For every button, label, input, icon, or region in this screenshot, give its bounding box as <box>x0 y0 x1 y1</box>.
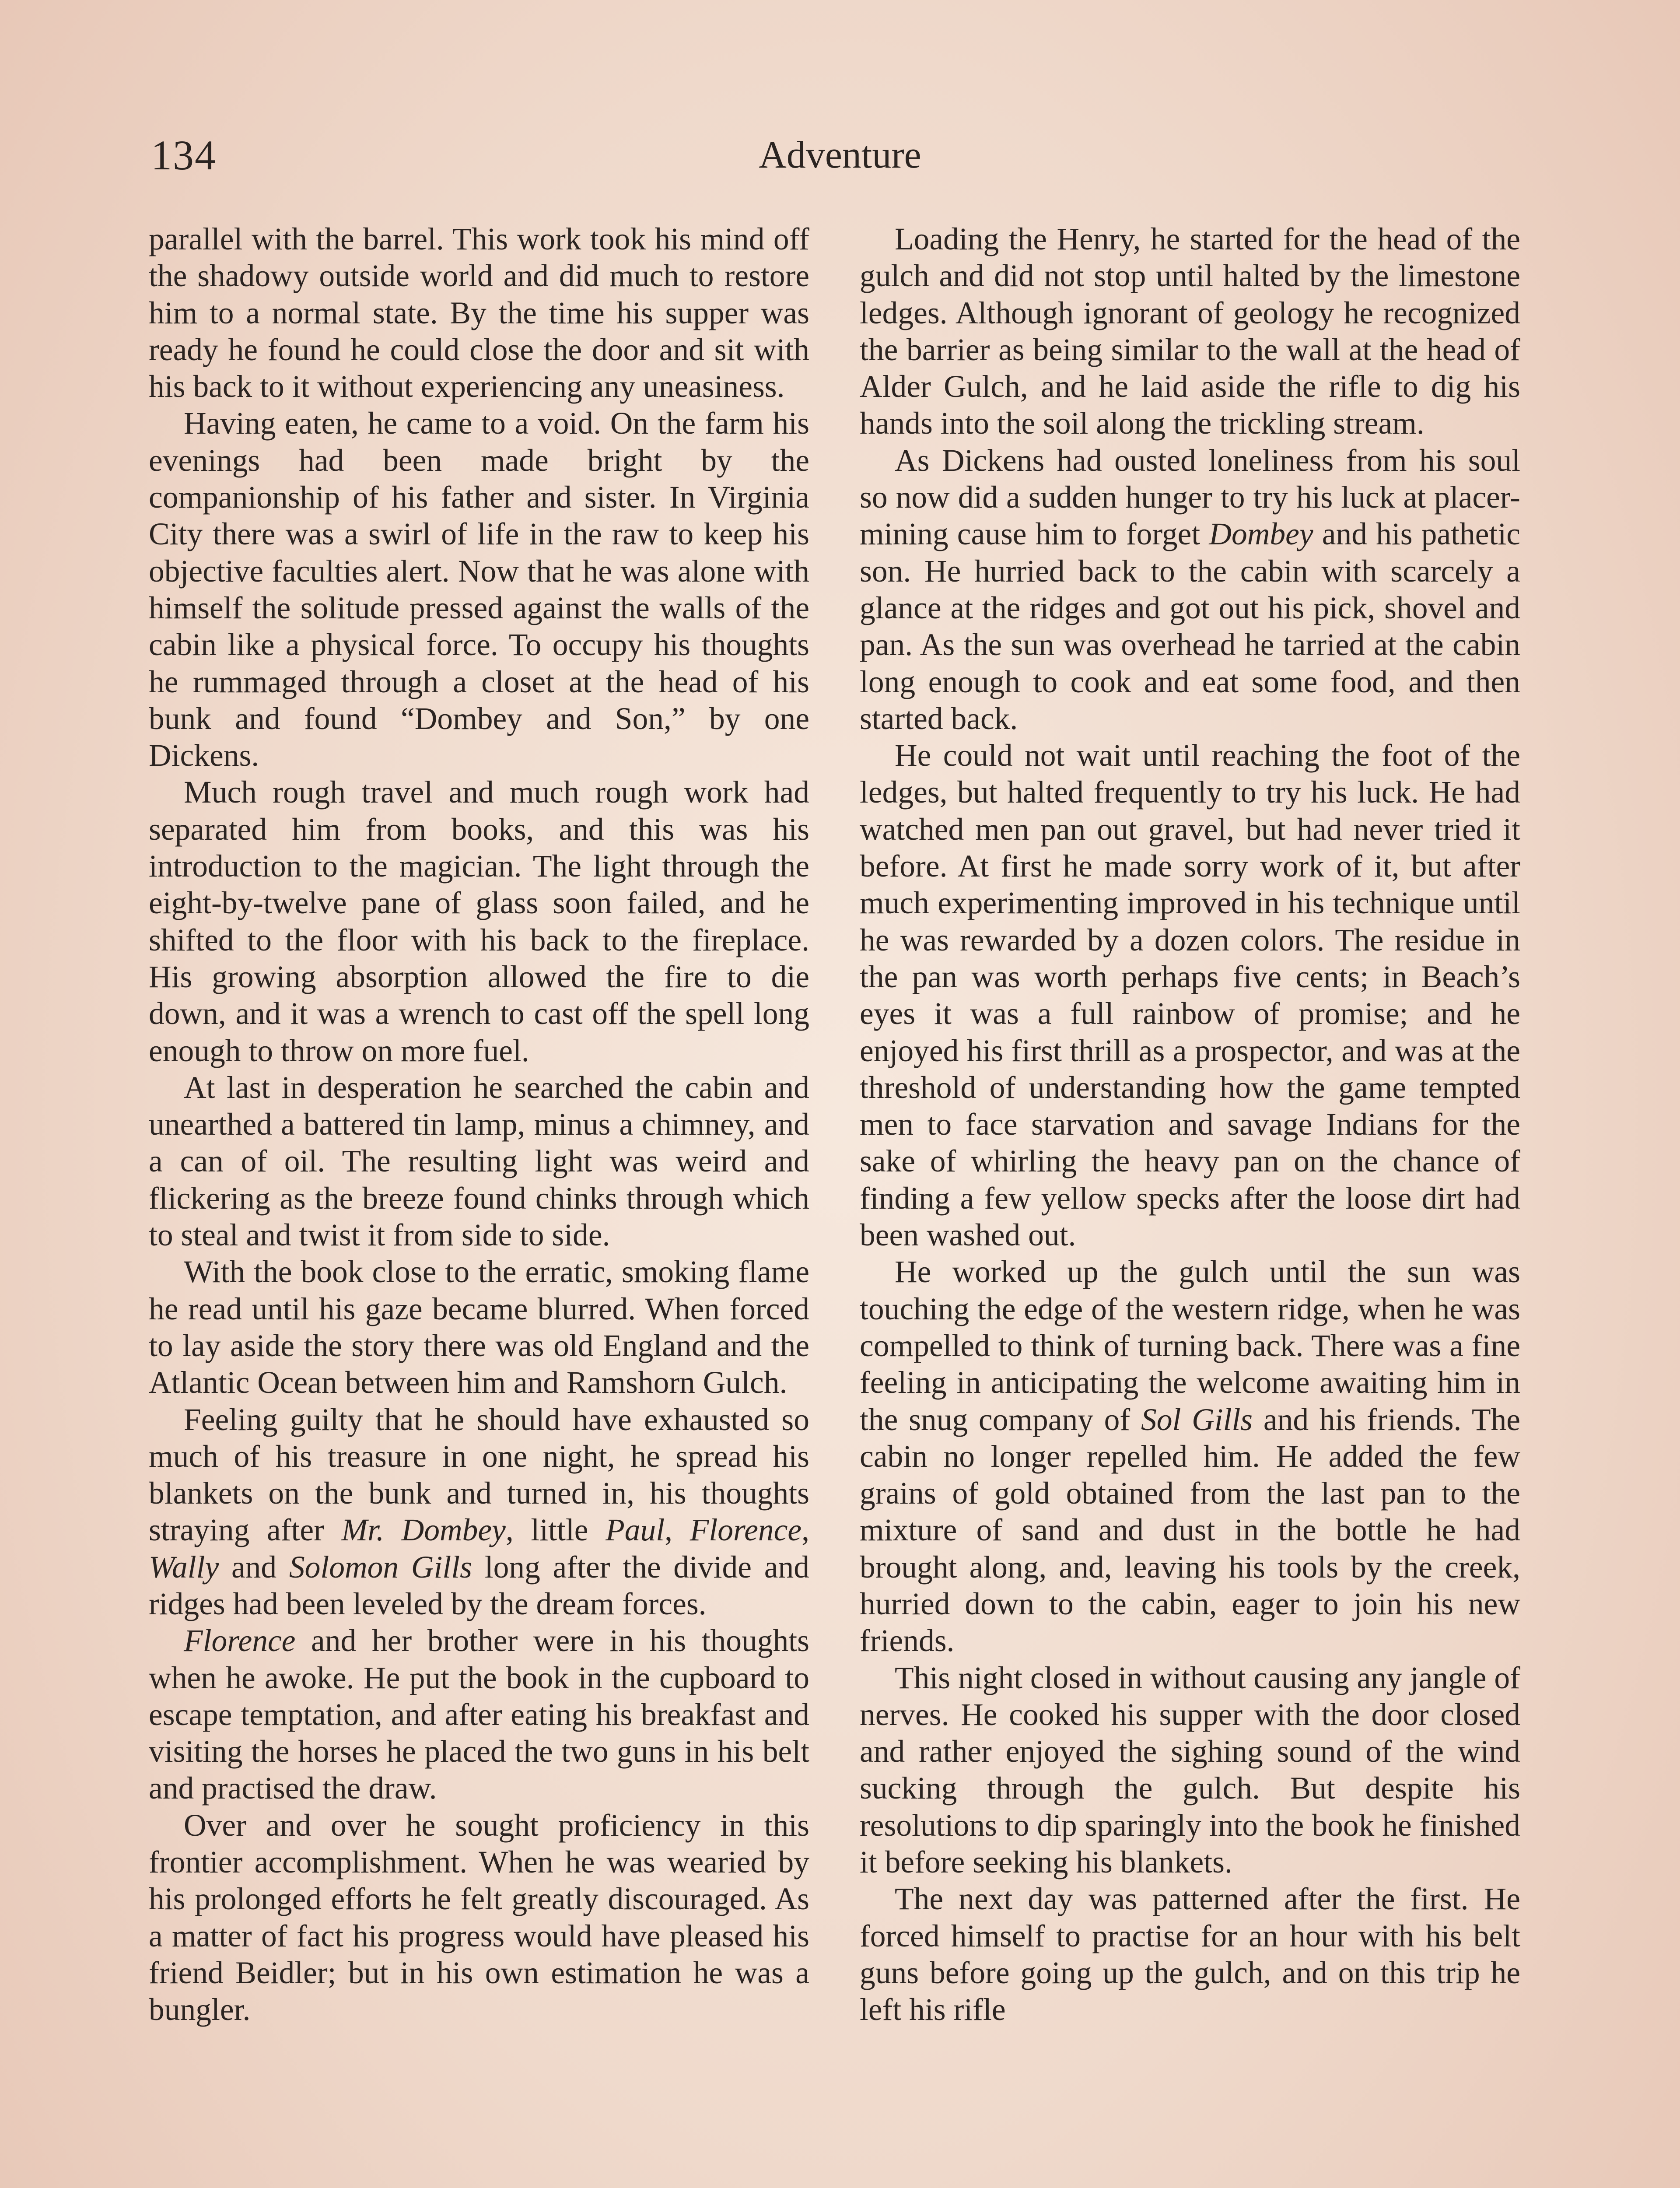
italic-name: Florence <box>184 1623 296 1659</box>
text-run: long after the divide and ridges had been leveled by the dream forces. <box>149 1550 809 1621</box>
text-run: and his friends. The cabin no longer repelled him. He added the few grains of gold obtained from the last pan to the mixture of sand and dust in the bottle he had brought along, and, leaving his tools by the creek, hurried down to the cabin, eager to join his new friends. <box>860 1402 1521 1659</box>
running-header <box>151 127 1529 193</box>
text-run: He worked up the gulch until the sun was touching the edge of the western ridge, when he was compelled to think of turning back. There was a fine feeling in anticipating the welcome awaiting him in the snug company of <box>860 1255 1520 1437</box>
text-run: and his pathetic son. He hurried back to the cabin with scarcely a glance at the ridges and got out his pick, shovel and pan. As the sun was overhead he tarried at the cabin long enough to cook and eat some food, and then started back. <box>860 517 1520 736</box>
paragraph: parallel with the barrel. This work took his mind off the shadowy outside world and did much to restore him to a normal state. By the time his supper was ready he found he could close the door and sit with his back to it without experiencing any uneasiness. <box>149 222 809 404</box>
italic-name: Florence <box>690 1513 802 1548</box>
running-title: Adventure <box>759 134 921 176</box>
italic-name: Solomon Gills <box>289 1550 472 1585</box>
paragraph <box>149 1402 809 1623</box>
paragraph: With the book close to the erratic, smoking flame he read until his gaze became blurred. When forced to lay aside the story there was old England and the Atlantic Ocean between him and Ramshorn Gulch. <box>149 1255 809 1400</box>
text-run: and <box>219 1550 289 1585</box>
text-run: Feeling guilty that he should have exhausted so much of his treasure in one night, he spread his blankets on the bunk and turned in, his thoughts straying after <box>149 1402 809 1548</box>
paragraph: He could not wait until reaching the foot of the ledges, but halted frequently to try his luck. He had watched men pan out gravel, but had never tried it before. At first he made sorry work of it, but after much experimenting improved in his technique until he was rewarded by a dozen colors. The residue in the pan was worth perhaps five cents; in Beach’s eyes it was a full rainbow of promise; and he enjoyed his first thrill as a prospector, and was at the threshold of understanding how the game tempted men to face starvation and savage Indians for the sake of whirling the heavy pan on the chance of finding a few yellow specks after the loose dirt had been washed out. <box>860 738 1520 1253</box>
paragraph <box>149 1623 809 1807</box>
paragraph <box>860 442 1520 737</box>
text-run: , little <box>505 1513 606 1548</box>
italic-name: Sol Gills <box>1141 1402 1253 1437</box>
italic-name: Paul <box>606 1513 665 1548</box>
paragraph: This night closed in without causing any jangle of nerves. He cooked his supper with the door closed and rather enjoyed the sighing sound of the wind sucking through the gulch. But despite his resolutions to dip sparingly into the book he finished it before seeking his blankets. <box>860 1660 1520 1880</box>
paragraph <box>860 1254 1520 1659</box>
italic-name: Wally <box>149 1550 219 1585</box>
paragraph: Loading the Henry, he started for the head of the gulch and did not stop until halted by the limestone ledges. Although ignorant of geology he recognized the barrier as being similar to the wall at the head of Alder Gulch, and he laid aside the rifle to dig his hands into the soil along the trickling stream. <box>860 222 1520 441</box>
right-column <box>860 221 1520 2029</box>
left-column <box>149 221 809 2029</box>
italic-name: Dombey <box>1209 517 1313 552</box>
text-run: , <box>802 1513 810 1548</box>
paragraph: At last in desperation he searched the cabin and unearthed a battered tin lamp, minus a chimney, and a can of oil. The resulting light was weird and flickering as the breeze found chinks through which to steal and twist it from side to side. <box>149 1070 809 1253</box>
paragraph: Over and over he sought proficiency in this frontier accomplishment. When he was wearied by his prolonged efforts he felt greatly discouraged. As a matter of fact his progress would have pleased his friend Beidler; but in his own estimation he was a bungler. <box>149 1808 809 2027</box>
page-number: 134 <box>151 132 217 179</box>
paragraph: The next day was patterned after the first. He forced himself to practise for an hour with his belt guns before going up the gulch, and on this trip he left his rifle <box>860 1882 1520 2027</box>
paragraph: Much rough travel and much rough work had separated him from books, and this was his introduction to the magician. The light through the eight-by-twelve pane of glass soon failed, and he shifted to the floor with his back to the fireplace. His growing absorption allowed the fire to die down, and it was a wrench to cast off the spell long enough to throw on more fuel. <box>149 775 809 1068</box>
text-run: , <box>665 1513 690 1548</box>
italic-name: Mr. Dombey <box>341 1513 506 1548</box>
paragraph: Having eaten, he came to a void. On the farm his evenings had been made bright by the companionship of his father and sister. In Virginia City there was a swirl of life in the raw to keep his objective faculties alert. Now that he was alone with himself the solitude pressed against the walls of the cabin like a physical force. To occupy his thoughts he rummaged through a closet at the head of his bunk and found “Dombey and Son,” by one Dickens. <box>149 406 809 773</box>
text-run: As Dickens had ousted loneliness from his soul so now did a sudden hunger to try his luck at placer-mining cause him to forget <box>860 443 1520 552</box>
text-run: and her brother were in his thoughts when he awoke. He put the book in the cupboard to escape temptation, and after eating his breakfast and visiting the horses he placed the two guns in his belt and practised the draw. <box>149 1623 809 1806</box>
